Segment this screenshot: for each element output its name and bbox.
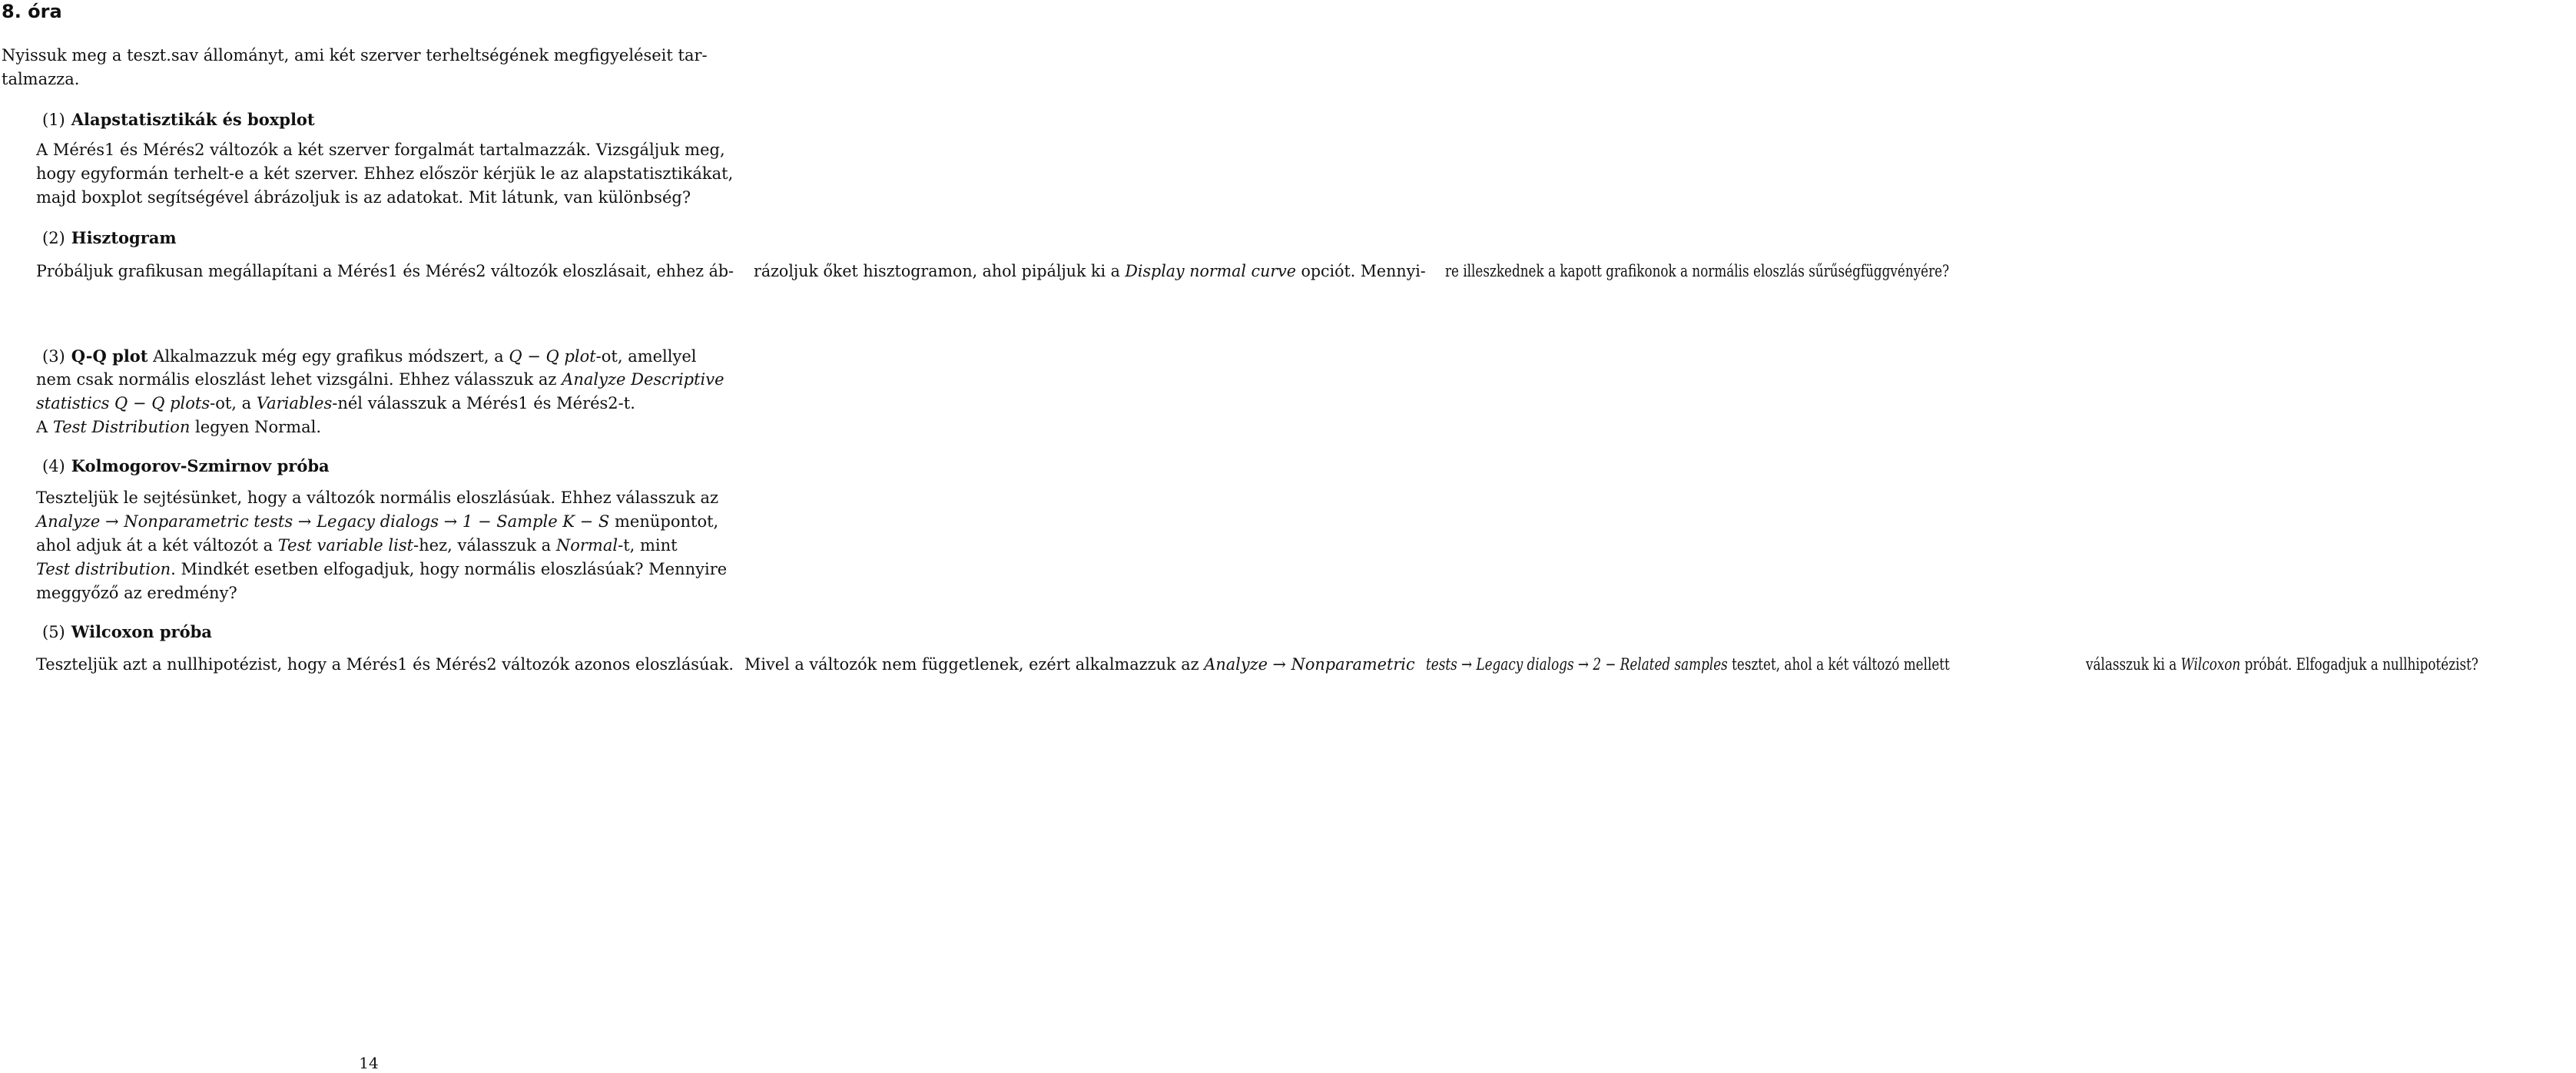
section-title: Alapstatisztikák és boxplot	[71, 110, 315, 129]
section-heading-4	[42, 454, 330, 479]
page-number: 14	[359, 1054, 379, 1072]
italic-term: Analyze → Nonparametric	[1204, 655, 1415, 674]
text-run: Alkalmazzuk még egy grafikus módszert, a	[148, 347, 509, 366]
section-number: (5)	[42, 623, 65, 641]
section-title: Wilcoxon próba	[71, 622, 212, 641]
text-run: tesztet, ahol a két változó mellett	[1727, 655, 1950, 674]
paragraph-line	[36, 416, 724, 439]
text-run: -ot, a	[210, 394, 257, 412]
paragraph-line: A Mérés1 és Mérés2 változók a két szerver forgalmát tartalmazzák. Vizsgáljuk meg,	[36, 141, 725, 159]
section-heading-1	[42, 108, 315, 132]
section-title: Kolmogorov-Szmirnov próba	[71, 456, 330, 475]
text-run: legyen Normal.	[190, 418, 321, 436]
italic-term: Analyze → Nonparametric tests → Legacy dialogs → 1 − Sample K − S	[36, 512, 610, 531]
italic-term: statistics Q − Q plots	[36, 394, 211, 412]
section-heading-5	[42, 620, 212, 644]
page-title: 8. óra	[2, 1, 62, 22]
paragraph-line: re illeszkednek a kapott grafikonok a normális eloszlás sűrűségfüggvényére?	[1444, 262, 1949, 280]
italic-term: tests → Legacy dialogs → 2 − Related samples	[1425, 655, 1728, 674]
intro-paragraph	[2, 44, 708, 91]
section-3-continuation	[36, 368, 724, 439]
text-run: próbát. Elfogadjuk a nullhipotézist?	[2239, 655, 2478, 674]
italic-term: Test Distribution	[52, 418, 191, 436]
paragraph-line: majd boxplot segítségével ábrázoljuk is az adatokat. Mit látunk, van különbség?	[36, 188, 691, 207]
paragraph-line	[36, 534, 727, 558]
text-run: menüpontot,	[609, 512, 719, 531]
text-run: . Mindkét esetben elfogadjuk, hogy normális eloszlásúak? Mennyire	[171, 560, 728, 578]
text-run: -t, mint	[618, 536, 678, 555]
paragraph-line: Teszteljük le sejtésünket, hogy a változók normális eloszlásúak. Ehhez válasszuk az	[36, 488, 719, 507]
intro-line: talmazza.	[2, 70, 80, 88]
paragraph-line	[754, 260, 1426, 283]
paragraph-line	[1426, 653, 1950, 677]
section-4-paragraph	[36, 486, 727, 605]
text-run: válasszuk ki a	[2085, 655, 2181, 674]
section-1-paragraph	[36, 138, 733, 210]
italic-term: Test distribution	[36, 560, 171, 578]
text-run: nem csak normális eloszlást lehet vizsgálni. Ehhez válasszuk az	[36, 370, 562, 389]
italic-term: Wilcoxon	[2180, 655, 2240, 674]
intro-line: Nyissuk meg a teszt.sav állományt, ami két szerver terheltségének megfigyeléseit tar-	[2, 46, 708, 65]
italic-term: Test variable list	[277, 536, 414, 555]
paragraph-line	[42, 344, 697, 369]
paragraph-line: Próbáljuk grafikusan megállapítani a Mérés1 és Mérés2 változók eloszlásait, ehhez áb-	[36, 262, 734, 280]
section-2-paragraph	[36, 260, 2075, 283]
section-number: (2)	[42, 229, 65, 247]
paragraph-line	[36, 392, 724, 416]
text-run: rázoljuk őket hisztogramon, ahol pipáljuk ki a	[753, 262, 1126, 280]
section-title: Q-Q plot	[71, 346, 148, 366]
paragraph-line	[36, 368, 724, 392]
italic-term: Normal	[555, 536, 618, 555]
italic-term: Display normal curve	[1125, 262, 1296, 280]
section-number: (3)	[42, 347, 65, 366]
section-number: (1)	[42, 111, 65, 129]
paragraph-line: meggyőző az eredmény?	[36, 584, 237, 602]
italic-term: Q − Q plot	[509, 347, 596, 366]
text-run: -ot, amellyel	[595, 347, 697, 366]
italic-term: Analyze Descriptive	[562, 370, 724, 389]
text-run: Mivel a változók nem függetlenek, ezért alkalmazzuk az	[744, 655, 1205, 674]
paragraph-line	[36, 510, 727, 534]
section-3-paragraph	[42, 344, 697, 369]
paragraph-line: hogy egyformán terhelt-e a két szerver. Ehhez először kérjük le az alapstatisztikákat,	[36, 164, 734, 183]
text-run: ahol adjuk át a két változót a	[36, 536, 278, 555]
section-heading-2	[42, 226, 177, 250]
paragraph-line	[36, 558, 727, 581]
text-run: A	[36, 418, 53, 436]
section-number: (4)	[42, 457, 65, 475]
text-run: -nél válasszuk a Mérés1 és Mérés2-t.	[332, 394, 635, 412]
paragraph-line: Teszteljük azt a nullhipotézist, hogy a Mérés1 és Mérés2 változók azonos eloszlásúak.	[36, 655, 734, 674]
section-title: Hisztogram	[71, 228, 177, 247]
paragraph-line	[744, 653, 1415, 677]
text-run: opciót. Mennyi-	[1295, 262, 1426, 280]
section-5-paragraph	[36, 653, 2576, 677]
text-run: -hez, válasszuk a	[413, 536, 556, 555]
paragraph-line	[2086, 653, 2478, 677]
italic-term: Variables	[256, 394, 333, 412]
